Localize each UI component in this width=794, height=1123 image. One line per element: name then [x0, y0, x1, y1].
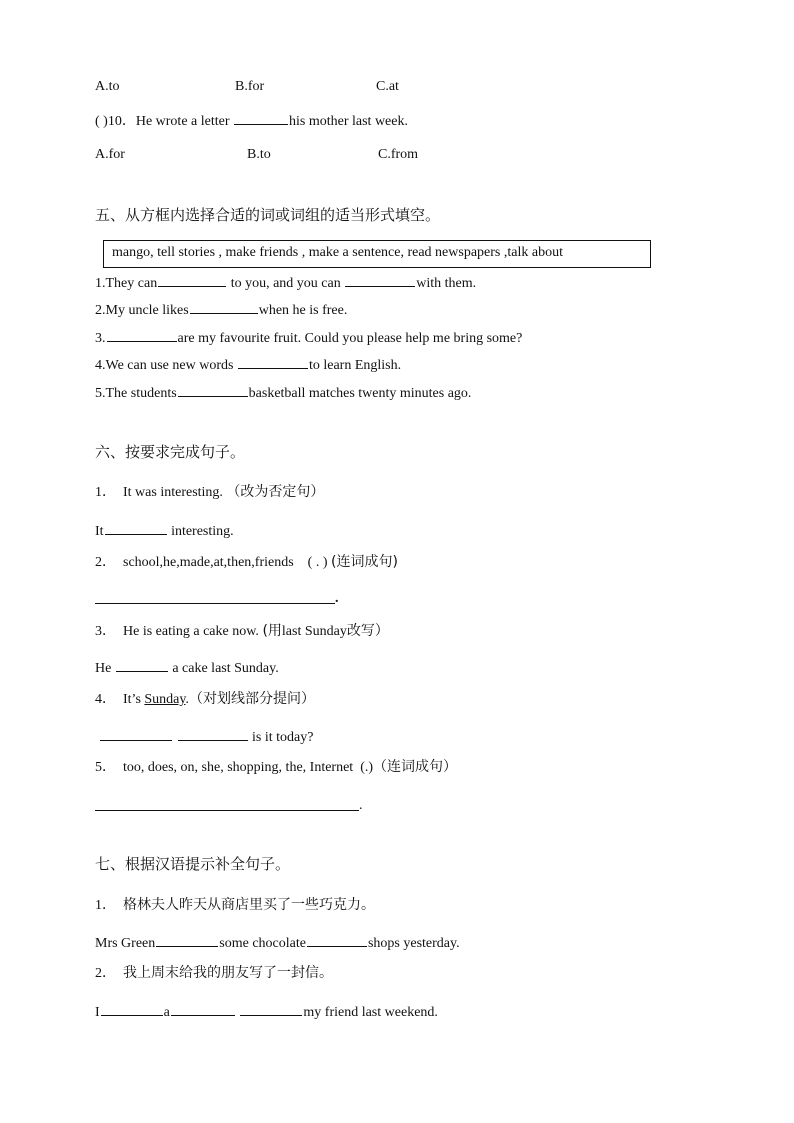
- sec7-q2-blank-1[interactable]: [101, 1001, 163, 1016]
- sec5-item-1-a: 1.They can: [95, 276, 158, 291]
- sec6-q2-text: school,he,made,at,then,friends: [123, 555, 294, 570]
- sec6-q2-end-period: .: [335, 591, 339, 606]
- sec5-item-3: [95, 327, 522, 348]
- sec6-q4: [95, 690, 315, 709]
- sec5-item-2: [95, 299, 347, 320]
- sec6-q3-answer: [95, 657, 279, 678]
- sec6-q2-punct: ( . ): [307, 555, 328, 570]
- q10-paren: ( ): [95, 114, 108, 129]
- sec6-q2-hint: (连词成句): [331, 554, 398, 570]
- sec5-item-5-a: 5.The students: [95, 386, 177, 401]
- q10-option-b: B.to: [247, 147, 271, 162]
- sec7-q2-chinese: 我上周末给我的朋友写了一封信。: [123, 965, 333, 981]
- sec5-item-1: [95, 272, 476, 293]
- sec6-q4-blank-2[interactable]: [178, 726, 248, 741]
- sec6-q1-answer: [95, 520, 234, 541]
- sec6-q3-number: 3．: [95, 624, 116, 639]
- sec7-q2: [95, 964, 333, 983]
- q10-text-b: his mother last week.: [289, 114, 408, 129]
- sec6-q5-end-period: .: [359, 798, 363, 813]
- sec5-item-2-b: when he is free.: [258, 303, 348, 318]
- sec5-item-3-blank[interactable]: [107, 327, 177, 342]
- sec6-q4-blank-1[interactable]: [100, 726, 172, 741]
- sec6-q5: [95, 758, 457, 777]
- sec6-q2-answer-line[interactable]: [95, 603, 335, 604]
- section-7-heading: 七、根据汉语提示补全句子。: [95, 855, 291, 873]
- section-5-heading: 五、从方框内选择合适的词或词组的适当形式填空。: [95, 206, 441, 224]
- sec6-q4-ans: is it today?: [248, 730, 314, 745]
- sec6-q3-ans-a: He: [95, 661, 115, 676]
- sec7-q2-answer: [95, 1001, 438, 1022]
- sec5-item-1-b: to you, and you can: [227, 276, 345, 291]
- q10-number: 10．: [107, 114, 136, 129]
- q9-option-b: B.for: [235, 79, 265, 94]
- sec7-q1: [95, 896, 375, 915]
- sec7-q2-c: my friend last weekend.: [303, 1005, 438, 1020]
- sec6-q2: [95, 553, 398, 572]
- sec6-q1-ans-b: interesting.: [167, 524, 234, 539]
- word-box: [103, 240, 651, 268]
- sec6-q3-blank[interactable]: [116, 657, 168, 672]
- sec6-q4-number: 4．: [95, 692, 116, 707]
- q10-option-a: A.for: [95, 147, 125, 162]
- sec5-item-3-b: are my favourite fruit. Could you please help me bring some?: [177, 331, 523, 346]
- sec6-q5-punct: (.): [360, 760, 374, 775]
- sec5-item-4-blank[interactable]: [238, 354, 308, 369]
- sec5-item-4: [95, 354, 401, 375]
- sec5-item-2-blank[interactable]: [190, 299, 258, 314]
- sec7-q1-blank-2[interactable]: [307, 932, 367, 947]
- sec6-q5-number: 5．: [95, 760, 116, 775]
- sec6-q1-text: It was interesting.: [123, 485, 223, 500]
- sec6-q3-text: He is eating a cake now.: [123, 624, 259, 639]
- sec5-item-5: [95, 382, 471, 403]
- sec6-q1-number: 1．: [95, 485, 116, 500]
- sec5-item-5-b: basketball matches twenty minutes ago.: [248, 386, 472, 401]
- sec5-item-1-c: with them.: [416, 276, 477, 291]
- q10-text-a: He wrote a letter: [135, 114, 230, 129]
- sec5-item-2-a: 2.My uncle likes: [95, 303, 189, 318]
- sec6-q2-number: 2．: [95, 555, 116, 570]
- sec5-item-4-a: 4.We can use new words: [95, 358, 237, 373]
- sec6-q5-hint: （连词成句）: [373, 759, 458, 775]
- word-box-text: mango, tell stories , make friends , make a sentence, read newspapers ,talk about: [112, 245, 563, 260]
- q10-blank[interactable]: [234, 110, 288, 125]
- sec7-q1-blank-1[interactable]: [156, 932, 218, 947]
- sec6-q1: [95, 483, 324, 502]
- sec5-item-4-b: to learn English.: [308, 358, 402, 373]
- sec5-item-5-blank[interactable]: [178, 382, 248, 397]
- sec6-q3: [95, 622, 389, 641]
- sec6-q1-ans-a: It: [95, 524, 104, 539]
- sec7-q1-a: Mrs Green: [95, 936, 156, 951]
- sec7-q1-number: 1．: [95, 898, 116, 913]
- sec6-q3-hint-a: (用: [262, 623, 282, 639]
- sec7-q2-blank-2[interactable]: [171, 1001, 235, 1016]
- sec6-q5-answer-line[interactable]: [95, 810, 359, 811]
- sec6-q1-hint: （改为否定句）: [226, 484, 325, 500]
- q9-option-c: C.at: [376, 79, 399, 94]
- sec6-q4-hint: （对划线部分提问）: [188, 691, 315, 707]
- q9-option-a: A.to: [95, 79, 120, 94]
- sec6-q4-answer: [99, 726, 313, 747]
- sec6-q3-hint-b: last Sunday: [281, 624, 347, 639]
- sec7-q1-b: some chocolate: [219, 936, 306, 951]
- sec7-q1-c: shops yesterday.: [367, 936, 460, 951]
- sec7-q2-a: I: [95, 1005, 100, 1020]
- sec5-item-1-blank-2[interactable]: [345, 272, 415, 287]
- sec5-item-3-a: 3.: [95, 331, 106, 346]
- sec7-q2-b: a: [163, 1005, 170, 1020]
- sec5-item-1-blank-1[interactable]: [158, 272, 226, 287]
- sec6-q4-text-b: .: [185, 692, 189, 707]
- sec7-q2-blank-3[interactable]: [240, 1001, 302, 1016]
- sec6-q3-hint-c: 改写）: [346, 623, 389, 639]
- sec6-q4-text-a: It’s: [123, 692, 145, 707]
- q10-option-c: C.from: [378, 147, 419, 162]
- sec7-q1-chinese: 格林夫人昨天从商店里买了一些巧克力。: [123, 897, 375, 913]
- q10-line: [95, 110, 408, 131]
- sec6-q5-text: too, does, on, she, shopping, the, Internet: [123, 760, 354, 775]
- sec7-q2-number: 2．: [95, 966, 116, 981]
- section-6-heading: 六、按要求完成句子。: [95, 443, 246, 461]
- sec7-q1-answer: [95, 932, 460, 953]
- sec6-q4-underlined-word: Sunday: [144, 692, 186, 707]
- sec6-q1-blank[interactable]: [105, 520, 167, 535]
- sec6-q3-ans-b: a cake last Sunday.: [168, 661, 279, 676]
